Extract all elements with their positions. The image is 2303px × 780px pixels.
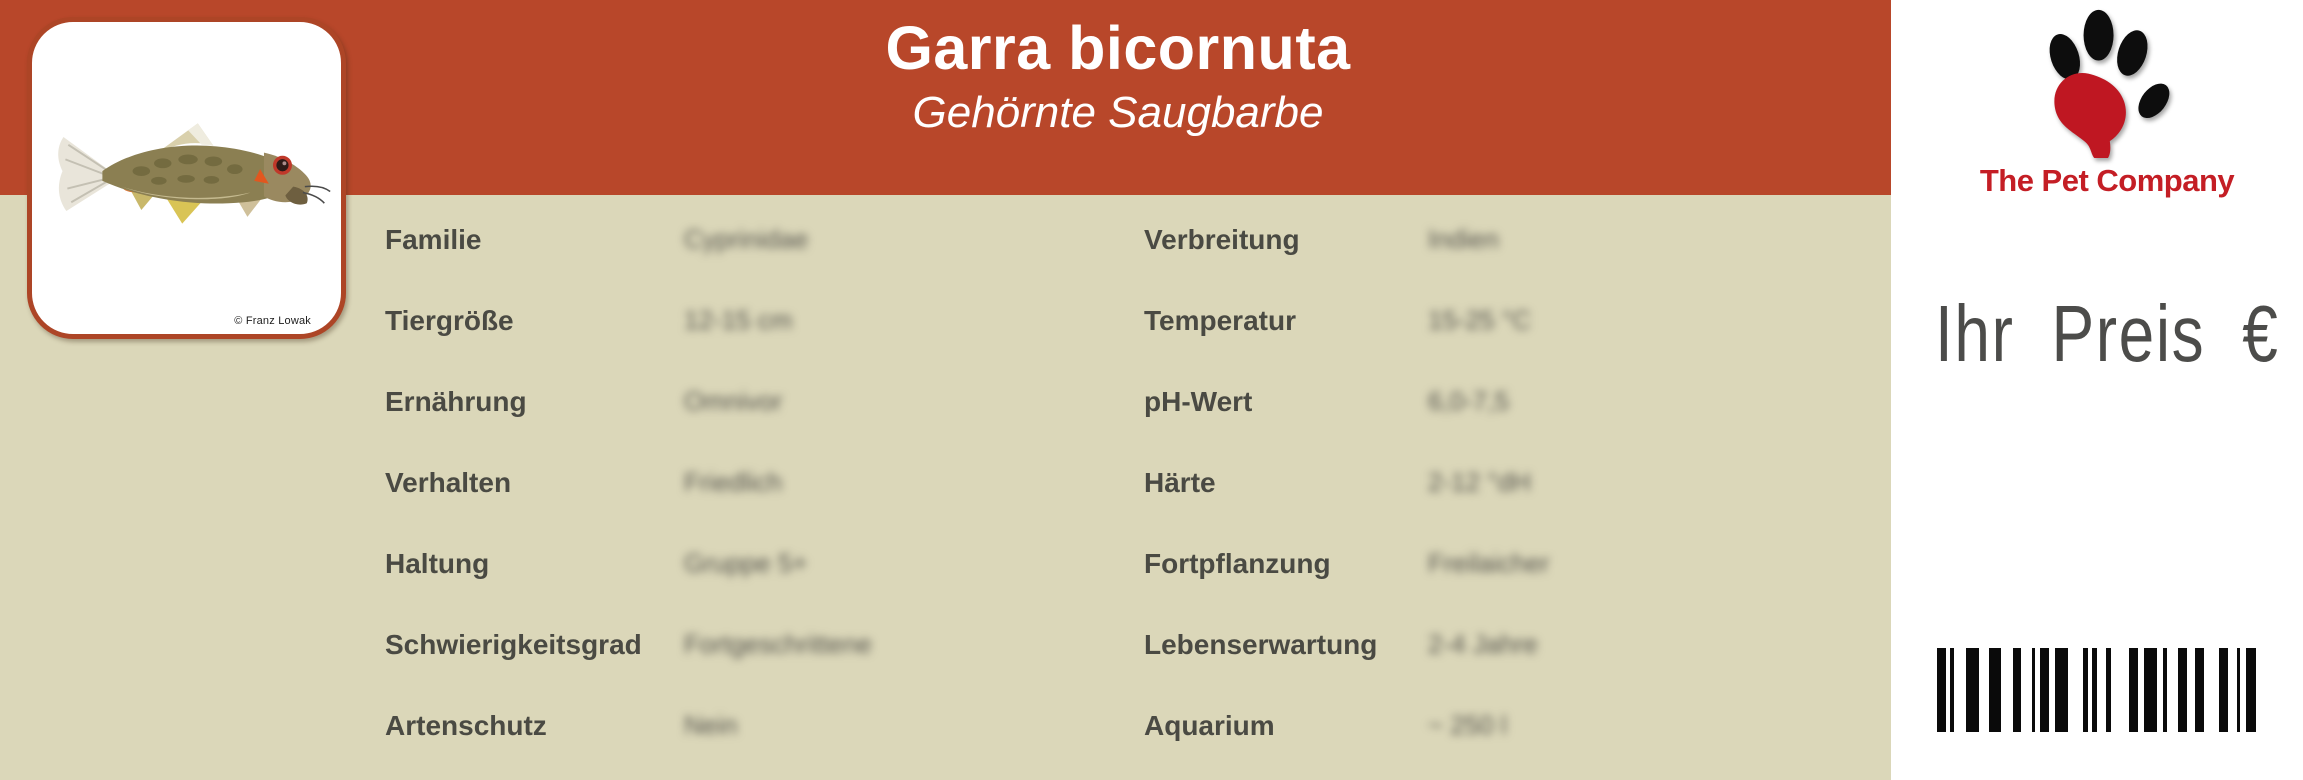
spec-row (1144, 199, 1884, 280)
spec-value: Cyprinidae (684, 224, 809, 254)
spec-value: 2-4 Jahre (1428, 629, 1538, 659)
spec-row (1144, 280, 1884, 361)
spec-value: Nein (684, 710, 738, 740)
spec-row (385, 361, 1105, 442)
spec-label: Schwierigkeitsgrad (385, 628, 642, 660)
spec-label: Tiergröße (385, 304, 514, 336)
spec-value: 15-25 °C (1428, 305, 1531, 335)
spec-label: Familie (385, 223, 482, 255)
price-label: Ihr Preis € (1935, 289, 2280, 378)
spec-value: Omnivor (684, 386, 783, 416)
spec-value: 2-12 °dH (1428, 467, 1531, 497)
spec-row (1144, 685, 1884, 766)
spec-label: Lebenserwartung (1144, 628, 1378, 660)
photo-credit: © Franz Lowak (234, 315, 311, 327)
spec-value: Gruppe 5+ (684, 548, 808, 578)
spec-value: 6,0-7,5 (1428, 386, 1509, 416)
spec-label: Aquarium (1144, 709, 1275, 741)
fish-photo (44, 120, 336, 228)
spec-row (385, 280, 1105, 361)
spec-row (385, 442, 1105, 523)
spec-label: Ernährung (385, 385, 527, 417)
barcode (1937, 648, 2257, 732)
spec-value: Fortgeschrittene (684, 629, 872, 659)
title-block (346, 0, 1890, 195)
spec-row (385, 523, 1105, 604)
spec-row (385, 199, 1105, 280)
spec-row (1144, 442, 1884, 523)
spec-label: Härte (1144, 466, 1216, 498)
photo-card (27, 17, 346, 339)
spec-label: Haltung (385, 547, 490, 579)
spec-label: Verhalten (385, 466, 512, 498)
spec-row (385, 685, 1105, 766)
spec-label: pH-Wert (1144, 385, 1253, 417)
price-panel (1891, 0, 2303, 780)
spec-label: Temperatur (1144, 304, 1296, 336)
brand-logo (1901, 8, 2303, 199)
species-subtitle: Gehörnte Saugbarbe (912, 88, 1324, 137)
spec-label: Fortpflanzung (1144, 547, 1331, 579)
spec-label: Artenschutz (385, 709, 547, 741)
spec-value: Friedlich (684, 467, 783, 497)
spec-row (1144, 361, 1884, 442)
spec-label: Verbreitung (1144, 223, 1300, 255)
specs-left-column (385, 199, 1105, 766)
brand-name: The Pet Company (1979, 163, 2235, 198)
species-title: Garra bicornuta (885, 14, 1351, 82)
specs-right-column (1144, 199, 1884, 766)
spec-row (1144, 604, 1884, 685)
spec-value: Indien (1428, 224, 1499, 254)
spec-row (1144, 523, 1884, 604)
spec-value: Freilaicher (1428, 548, 1550, 578)
spec-value: ~ 250 l (1428, 710, 1507, 740)
spec-value: 12-15 cm (684, 305, 793, 335)
spec-row (385, 604, 1105, 685)
paw-icon (2032, 8, 2182, 158)
